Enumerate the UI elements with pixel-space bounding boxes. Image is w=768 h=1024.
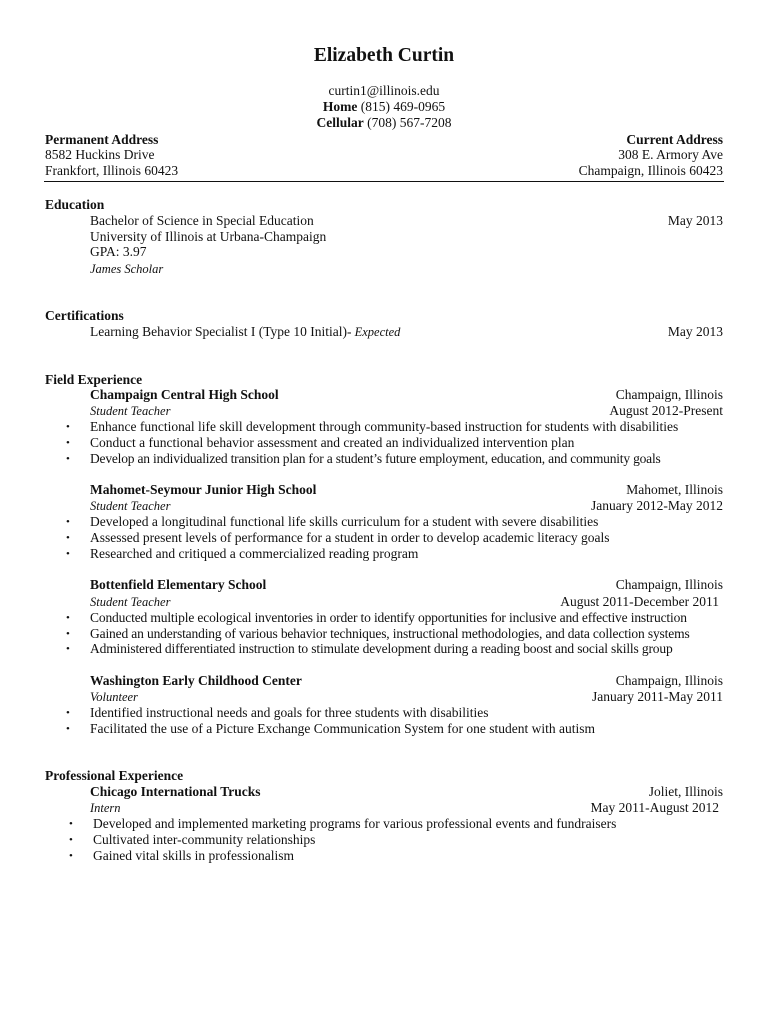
bullet-glyph: • xyxy=(66,643,70,655)
job-role: Student Teacher xyxy=(90,499,171,513)
cell-phone-line xyxy=(0,115,768,131)
education-school: University of Illinois at Urbana-Champaign xyxy=(90,229,327,244)
field-experience-heading: Field Experience xyxy=(45,372,143,387)
job-bullet: Developed and implemented marketing programs for various professional events and fundraisers xyxy=(93,816,617,831)
bullet-glyph: • xyxy=(66,707,70,719)
job-bullet: Enhance functional life skill development through community-based instruction for students with disabilities xyxy=(90,419,679,434)
current-address-line1: 308 E. Armory Ave xyxy=(618,147,723,162)
bullet-glyph: • xyxy=(69,850,73,862)
header-divider xyxy=(44,181,724,182)
education-date: May 2013 xyxy=(667,213,723,228)
education-gpa: GPA: 3.97 xyxy=(90,244,147,259)
certification-name: Learning Behavior Specialist I (Type 10 Initial)- xyxy=(90,324,352,339)
bullet-glyph: • xyxy=(66,612,70,624)
job-bullet: Facilitated the use of a Picture Exchange Communication System for one student with autism xyxy=(90,721,596,736)
job-bullet: Identified instructional needs and goals for three students with disabilities xyxy=(90,705,489,720)
job-org: Mahomet-Seymour Junior High School xyxy=(90,482,317,497)
job-org: Champaign Central High School xyxy=(90,387,279,402)
job-role: Volunteer xyxy=(90,690,138,704)
job-location: Champaign, Illinois xyxy=(615,673,723,688)
bullet-glyph: • xyxy=(66,532,70,544)
certification-item xyxy=(90,324,400,340)
job-dates: May 2011-August 2012 xyxy=(590,800,719,815)
certifications-heading: Certifications xyxy=(45,308,124,323)
bullet-glyph: • xyxy=(66,437,70,449)
professional-experience-heading: Professional Experience xyxy=(45,768,184,783)
job-bullet: Conduct a functional behavior assessment and created an individualized intervention plan xyxy=(90,435,575,450)
bullet-glyph: • xyxy=(66,453,70,465)
job-bullet: Researched and critiqued a commercialized reading program xyxy=(90,546,419,561)
job-location: Champaign, Illinois xyxy=(615,577,723,592)
education-degree: Bachelor of Science in Special Education xyxy=(90,213,314,228)
bullet-glyph: • xyxy=(66,723,70,735)
education-honor: James Scholar xyxy=(90,262,164,276)
bullet-glyph: • xyxy=(69,818,73,830)
job-org: Chicago International Trucks xyxy=(90,784,261,799)
home-phone-line xyxy=(0,99,768,115)
job-dates: August 2011-December 2011 xyxy=(560,594,719,609)
job-bullet: Cultivated inter-community relationships xyxy=(93,832,316,847)
resume-name: Elizabeth Curtin xyxy=(313,45,455,66)
permanent-address-label: Permanent Address xyxy=(45,132,159,147)
job-org: Washington Early Childhood Center xyxy=(90,673,302,688)
job-dates: August 2012-Present xyxy=(609,403,723,418)
bullet-glyph: • xyxy=(69,834,73,846)
job-bullet: Conducted multiple ecological inventories in order to identify opportunities for inclusive and effective instruction xyxy=(90,610,687,625)
certification-date: May 2013 xyxy=(667,324,723,339)
job-org: Bottenfield Elementary School xyxy=(90,577,267,592)
bullet-glyph: • xyxy=(66,421,70,433)
job-bullet: Assessed present levels of performance for a student in order to develop academic literacy goals xyxy=(90,530,610,545)
current-address-label: Current Address xyxy=(626,132,723,147)
home-label: Home xyxy=(322,99,358,114)
home-phone: (815) 469-0965 xyxy=(357,99,446,114)
bullet-glyph: • xyxy=(66,548,70,560)
job-bullet: Administered differentiated instruction to stimulate development during a reading boost and social skills group xyxy=(90,641,673,656)
email-line: curtin1@illinois.edu xyxy=(328,83,440,98)
cell-phone: (708) 567-7208 xyxy=(363,115,452,130)
job-dates: January 2012-May 2012 xyxy=(591,498,723,513)
current-address-line2: Champaign, Illinois 60423 xyxy=(578,163,723,178)
cell-label: Cellular xyxy=(316,115,364,130)
job-role: Intern xyxy=(90,801,121,815)
bullet-glyph: • xyxy=(66,516,70,528)
job-bullet: Gained an understanding of various behavior techniques, instructional methodologies, and data collection systems xyxy=(90,626,690,641)
job-bullet: Gained vital skills in professionalism xyxy=(93,848,294,863)
certification-status: Expected xyxy=(351,325,401,339)
job-location: Joliet, Illinois xyxy=(648,784,723,799)
permanent-address-line2: Frankfort, Illinois 60423 xyxy=(45,163,179,178)
job-location: Champaign, Illinois xyxy=(615,387,723,402)
job-role: Student Teacher xyxy=(90,404,171,418)
job-bullet: Develop an individualized transition plan for a student’s future employment, education, and community goals xyxy=(90,451,661,466)
job-location: Mahomet, Illinois xyxy=(626,482,723,497)
job-role: Student Teacher xyxy=(90,595,171,609)
job-bullet: Developed a longitudinal functional life skills curriculum for a student with severe disabilities xyxy=(90,514,599,529)
education-heading: Education xyxy=(45,197,105,212)
job-dates: January 2011-May 2011 xyxy=(592,689,723,704)
permanent-address-line1: 8582 Huckins Drive xyxy=(45,147,155,162)
bullet-glyph: • xyxy=(66,628,70,640)
